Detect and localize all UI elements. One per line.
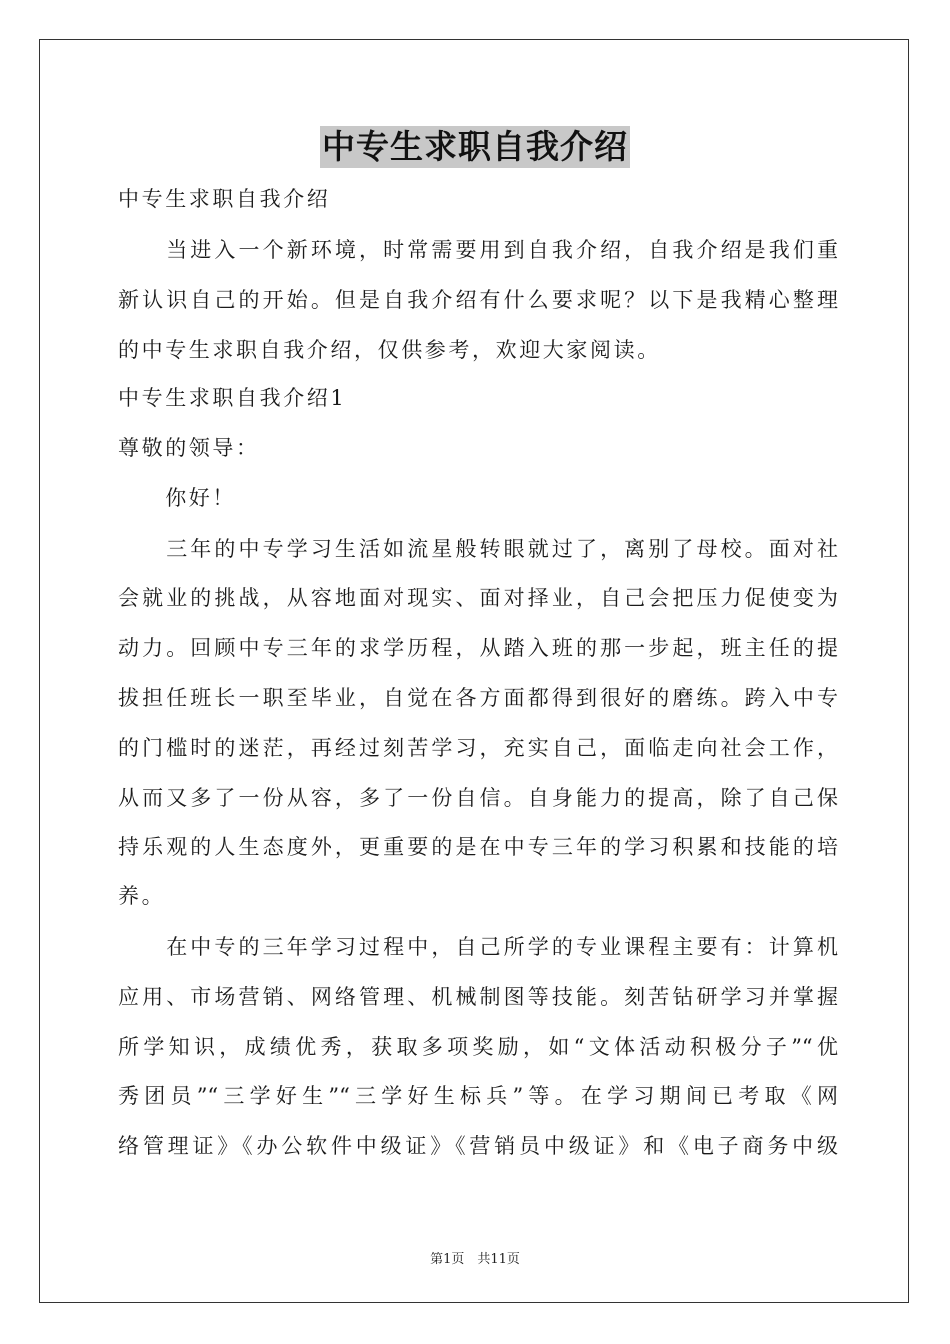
body-line: 秀团员”“三学好生”“三学好生标兵”等。在学习期间已考取《网 <box>118 1084 838 1108</box>
body-line: 应用、市场营销、网络管理、机械制图等技能。刻苦钻研学习并掌握 <box>118 985 838 1009</box>
section-heading: 中专生求职自我介绍1 <box>118 386 347 410</box>
body-line: 会就业的挑战，从容地面对现实、面对择业，自己会把压力促使变为 <box>118 586 838 610</box>
body-line: 所学知识，成绩优秀，获取多项奖励，如“文体活动积极分子”“优 <box>118 1035 838 1059</box>
document-title: 中专生求职自我介绍 <box>322 127 628 166</box>
body-line: 的中专生求职自我介绍，仅供参考，欢迎大家阅读。 <box>118 338 661 362</box>
body-line: 的门槛时的迷茫，再经过刻苦学习，充实自己，面临走向社会工作， <box>118 736 838 760</box>
body-line: 拔担任班长一职至毕业，自觉在各方面都得到很好的磨练。跨入中专 <box>118 686 838 710</box>
salutation-line: 尊敬的领导： <box>118 436 260 460</box>
body-line: 新认识自己的开始。但是自我介绍有什么要求呢？以下是我精心整理 <box>118 288 838 312</box>
title-container <box>0 126 950 168</box>
body-line: 当进入一个新环境，时常需要用到自我介绍，自我介绍是我们重 <box>118 238 838 262</box>
subtitle-line: 中专生求职自我介绍 <box>118 187 331 211</box>
greeting-line: 你好！ <box>118 486 236 510</box>
page-footer: 第1页 共11页 <box>430 1252 520 1267</box>
body-line: 动力。回顾中专三年的求学历程，从踏入班的那一步起，班主任的提 <box>118 636 838 660</box>
body-line: 三年的中专学习生活如流星般转眼就过了，离别了母校。面对社 <box>118 537 838 561</box>
body-line: 持乐观的人生态度外，更重要的是在中专三年的学习积累和技能的培 <box>118 835 838 859</box>
body-line: 络管理证》《办公软件中级证》《营销员中级证》和《电子商务中级 <box>118 1134 838 1158</box>
page-border <box>39 39 909 1303</box>
body-line: 养。 <box>118 884 166 908</box>
body-line: 从而又多了一份从容，多了一份自信。自身能力的提高，除了自己保 <box>118 786 838 810</box>
body-line: 在中专的三年学习过程中，自己所学的专业课程主要有：计算机 <box>118 935 838 959</box>
